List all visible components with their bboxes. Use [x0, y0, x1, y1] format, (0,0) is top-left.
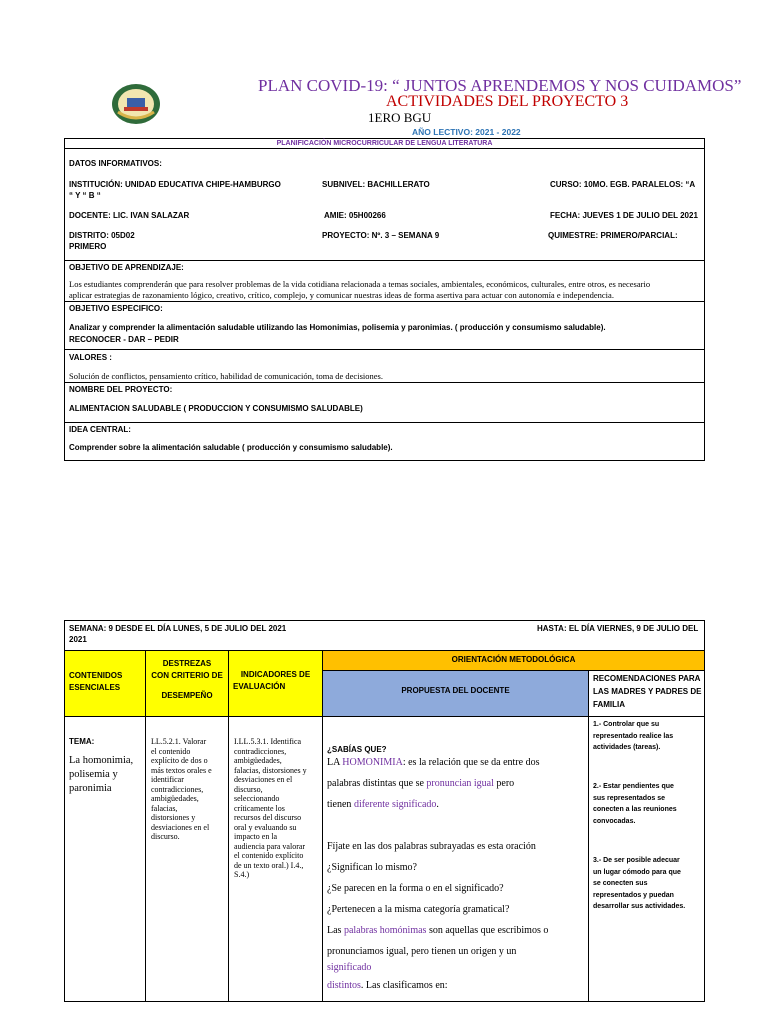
school-year: AÑO LECTIVO: 2021 - 2022 [412, 127, 521, 137]
amie: AMIE: 05H00266 [324, 211, 386, 220]
propuesta-line2: palabras distintas que se pronuncian igual pero [327, 778, 515, 789]
distrito: DISTRITO: 05D02 [69, 231, 135, 240]
propuesta-line9: pronunciamos igual, pero tienen un origen y un [327, 946, 517, 957]
propuesta-line3: tienen diferente significado. [327, 799, 439, 810]
especifico-label: OBJETIVO ESPECIFICO: [69, 304, 163, 313]
hasta: HASTA: EL DÍA VIERNES, 9 DE JULIO DEL [537, 624, 699, 633]
valores-text: Solución de conflictos, pensamiento crítico, habilidad de comunicación, toma de decisiones. [69, 371, 383, 381]
nombre-text: ALIMENTACION SALUDABLE ( PRODUCCION Y CONSUMISMO SALUDABLE) [69, 404, 363, 413]
especifico-line1: Analizar y comprender la alimentación saludable utilizando las Homonimias, polisemia y paronimias. ( producción y consumismo saludable). [69, 323, 606, 332]
indicador-text: I.LL.5.3.1. Identifica contradicciones, ambigüedades, falacias, distorsiones y desviaciones en el discurso, seleccionando críticamente los recursos del discurso oral y evaluando su impacto en la audiencia para valorar el contenido explícito de un texto oral.) I.4., S.4.) [234, 737, 307, 879]
distrito-cont: PRIMERO [69, 242, 107, 251]
proyecto: PROYECTO: Nº. 3 – SEMANA 9 [322, 231, 440, 240]
propuesta-line4: Fíjate en las dos palabras subrayadas es esta oración [327, 841, 536, 852]
recomendacion-1: 1.- Controlar que su representado realice las actividades (tareas). [593, 721, 674, 751]
propuesta-line11: distintos. Las clasificamos en: [327, 980, 448, 991]
destreza-text: LL.5.2.1. Valorar el contenido explícito de dos o más textos orales e identificar contradicciones, ambigüedades, falacias, distorsiones y desviaciones en el discurso. [151, 737, 212, 841]
tema-text: La homonimia, polisemia y paronimia [69, 755, 134, 794]
col-destrezas: DESTREZAS CON CRITERIO DE DESEMPEÑO [146, 651, 229, 717]
propuesta-line8: Las palabras homónimas son aquellas que escribimos o [327, 925, 549, 936]
tema-label: TEMA: [69, 737, 95, 746]
objetivo-line1: Los estudiantes comprenderán que para resolver problemas de la vida cotidiana relacionada a temas sociales, ambientales, económicos, culturales, entre otros, es necesario [69, 279, 651, 289]
tema-cell [65, 717, 146, 1001]
indicador-cell [229, 717, 323, 1001]
curso: CURSO: 10MO. EGB. PARALELOS: “A [550, 180, 696, 189]
weekly-table [64, 620, 705, 1002]
docente: DOCENTE: LIC. IVAN SALAZAR [69, 211, 190, 220]
orientacion-header: ORIENTACIÓN METODOLÓGICA [323, 651, 704, 671]
propuesta-line7: ¿Pertenecen a la misma categoría gramatical? [327, 904, 510, 915]
quimestre: QUIMESTRE: PRIMERO/PARCIAL: [548, 231, 678, 240]
recomendaciones-cell [589, 717, 704, 1001]
school-logo [110, 82, 162, 126]
propuesta-line1: LA HOMONIMIA: es la relación que se da entre dos [327, 757, 540, 768]
idea-label: IDEA CENTRAL: [69, 425, 131, 434]
col-contenidos: CONTENIDOS ESENCIALES [65, 651, 146, 717]
col-indicadores: INDICADORES DE EVALUACIÓN [229, 651, 323, 717]
semana-cont: 2021 [69, 635, 87, 644]
propuesta-line6: ¿Se parecen en la forma o en el significado? [327, 883, 504, 894]
fecha: FECHA: JUEVES 1 DE JULIO DEL 2021 [550, 211, 698, 220]
valores-label: VALORES : [69, 353, 112, 362]
semana: SEMANA: 9 DESDE EL DÍA LUNES, 5 DE JULIO DEL 2021 [69, 624, 287, 633]
especifico-line2: RECONOCER - DAR – PEDIR [69, 335, 179, 344]
idea-text: Comprender sobre la alimentación saludable ( producción y consumismo saludable). [69, 443, 393, 452]
recomendaciones-header: RECOMENDACIONES PARA LAS MADRES Y PADRES DE FAMILIA [589, 671, 704, 717]
propuesta-cell [323, 717, 589, 1001]
objetivo-line2: aplicar estrategias de razonamiento lógico, creativo, crítico, complejo, y comunicar nuestras ideas de forma asertiva para actuar con autonomía e independencia. [69, 290, 614, 300]
propuesta-line10: significado [327, 962, 372, 973]
curso-cont: “ Y “ B “ [69, 191, 101, 200]
title-line3: 1ERO BGU [368, 110, 432, 125]
recomendacion-2: 2.- Estar pendientes que sus representados se conecten a las reuniones convocadas. [593, 783, 677, 825]
recomendacion-3: 3.- De ser posible adecuar un lugar cómodo para que se conecten sus representados y puedan desarrollar sus actividades. [593, 857, 686, 910]
propuesta-header: PROPUESTA DEL DOCENTE [323, 671, 589, 717]
institucion: INSTITUCIÓN: UNIDAD EDUCATIVA CHIPE-HAMBURGO [69, 180, 281, 189]
sabias-que: ¿SABÍAS QUE? [327, 745, 387, 754]
destreza-cell [146, 717, 229, 1001]
datos-label: DATOS INFORMATIVOS: [69, 159, 162, 168]
table-header: PLANIFICACIÓN MICROCURRICULAR DE LENGUA LITERATURA [276, 140, 493, 147]
title-line1: PLAN COVID-19: “ JUNTOS APRENDEMOS Y NOS CUIDAMOS” [258, 76, 742, 95]
planning-table [64, 138, 705, 461]
title-line2: ACTIVIDADES DEL PROYECTO 3 [386, 93, 629, 110]
propuesta-line5: ¿Significan lo mismo? [327, 862, 417, 873]
objetivo-label: OBJETIVO DE APRENDIZAJE: [69, 263, 184, 272]
subnivel: SUBNIVEL: BACHILLERATO [322, 180, 430, 189]
nombre-label: NOMBRE DEL PROYECTO: [69, 385, 173, 394]
